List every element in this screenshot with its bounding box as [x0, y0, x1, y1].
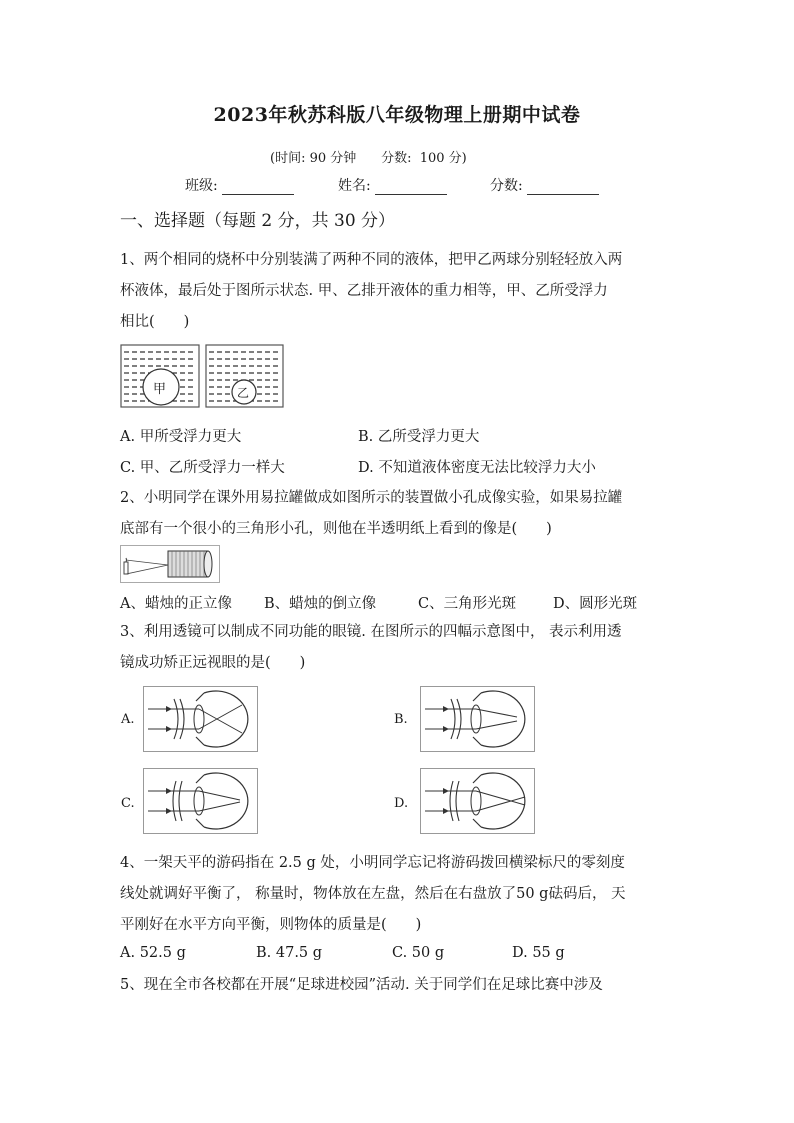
q4-option-b[interactable]: B. 47.5 g: [256, 945, 323, 961]
q4-line2: 线处就调好平衡了， 称量时，物体放在左盘，然后在右盘放了50 g砝码后， 天: [120, 886, 626, 902]
eye-diagram-c: [144, 769, 257, 833]
section-heading: 一、选择题（每题 2 分，共 30 分）: [120, 211, 396, 231]
q2-line2: 底部有一个很小的三角形小孔，则他在半透明纸上看到的像是( ): [120, 521, 552, 537]
q1-option-b[interactable]: B. 乙所受浮力更大: [358, 429, 480, 445]
q2-option-d[interactable]: D、圆形光斑: [553, 596, 638, 612]
points-label: 分数:: [490, 178, 523, 194]
q2-line1: 2、小明同学在课外用易拉罐做成如图所示的装置做小孔成像实验，如果易拉罐: [120, 490, 623, 506]
q3-diagram-d[interactable]: [420, 768, 535, 834]
q3-diagram-b[interactable]: [420, 686, 535, 752]
eye-diagram-b: [421, 687, 534, 751]
q1-line2: 杯液体，最后处于图所示状态. 甲、乙排开液体的重力相等，甲、乙所受浮力: [120, 283, 608, 299]
exam-meta: [270, 147, 467, 166]
name-field: [338, 175, 447, 195]
time-value: 90 分钟: [309, 151, 357, 166]
q3-label-c[interactable]: C.: [121, 796, 135, 811]
class-blank[interactable]: [222, 180, 294, 195]
q3-line2: 镜成功矫正远视眼的是( ): [120, 655, 306, 671]
class-field: [185, 175, 294, 195]
q3-label-b[interactable]: B.: [394, 712, 408, 727]
question-1-text: [120, 245, 685, 338]
ball-a-label: 甲: [153, 382, 167, 397]
beakers-diagram: [120, 344, 284, 408]
time-label: (时间:: [270, 151, 306, 166]
points-blank[interactable]: [527, 180, 599, 195]
q3-label-a[interactable]: A.: [121, 712, 135, 727]
score-value: 100 分): [419, 151, 467, 166]
name-blank[interactable]: [375, 180, 447, 195]
q4-line3: 平刚好在水平方向平衡，则物体的质量是( ): [120, 917, 422, 933]
question-5-text: [120, 970, 685, 1001]
question-2-text: [120, 483, 685, 545]
q4-option-d[interactable]: D. 55 g: [512, 945, 565, 961]
q1-beakers-figure: [120, 344, 284, 408]
q4-option-c[interactable]: C. 50 g: [392, 945, 445, 961]
q2-option-b[interactable]: B、蜡烛的倒立像: [264, 596, 377, 612]
q3-diagram-c[interactable]: [143, 768, 258, 834]
name-label: 姓名:: [338, 178, 371, 194]
class-label: 班级:: [185, 178, 218, 194]
q2-option-a[interactable]: A、蜡烛的正立像: [120, 596, 232, 612]
q1-line1: 1、两个相同的烧杯中分别装满了两种不同的液体，把甲乙两球分别轻轻放入两: [120, 252, 623, 268]
q1-option-d[interactable]: D. 不知道液体密度无法比较浮力大小: [358, 460, 596, 476]
points-field: [490, 175, 599, 195]
question-4-text: [120, 848, 685, 941]
q1-line3: 相比( ): [120, 314, 190, 330]
q1-option-c[interactable]: C. 甲、乙所受浮力一样大: [120, 460, 285, 476]
ball-b-label: 乙: [237, 386, 250, 400]
q3-diagram-a[interactable]: [143, 686, 258, 752]
pinhole-camera-diagram: [120, 545, 220, 583]
q5-line1: 5、现在全市各校都在开展“足球进校园”活动. 关于同学们在足球比赛中涉及: [120, 977, 603, 993]
q2-pinhole-figure: [120, 545, 220, 583]
q4-line1: 4、一架天平的游码指在 2.5 g 处，小明同学忘记将游码拨回横梁标尺的零刻度: [120, 855, 625, 871]
q2-option-c[interactable]: C、三角形光斑: [418, 596, 517, 612]
q3-label-d[interactable]: D.: [394, 796, 409, 811]
eye-diagram-a: [144, 687, 257, 751]
q4-option-a[interactable]: A. 52.5 g: [120, 945, 186, 961]
q3-line1: 3、利用透镜可以制成不同功能的眼镜. 在图所示的四幅示意图中， 表示利用透: [120, 624, 622, 640]
q1-option-a[interactable]: A. 甲所受浮力更大: [120, 429, 242, 445]
question-3-text: [120, 617, 685, 679]
score-label: 分数:: [381, 151, 412, 166]
eye-diagram-d: [421, 769, 534, 833]
exam-title: 2023年秋苏科版八年级物理上册期中试卷: [213, 104, 581, 126]
